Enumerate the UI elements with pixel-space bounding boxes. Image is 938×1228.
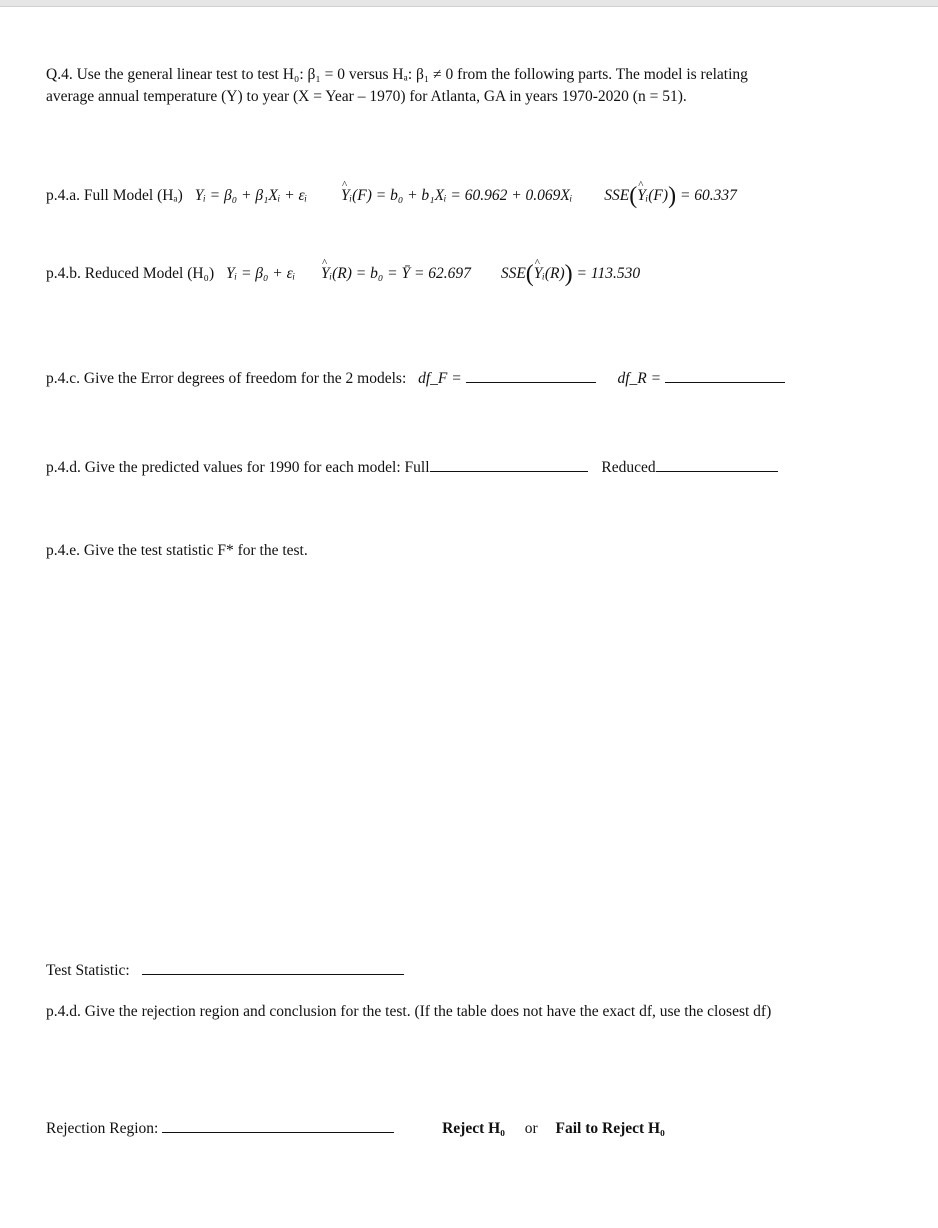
full-prediction-label: Full (404, 459, 430, 476)
reduced-fitted-lhs: ^ Yᵢ(R) (321, 264, 352, 284)
rejection-region-label: Rejection Region: (46, 1120, 159, 1137)
p4d-predicted-text: p.4.d. Give the predicted values for 1990 for each model: (46, 459, 401, 476)
full-prediction-blank[interactable] (430, 457, 588, 472)
full-model-label: p.4.a. Full Model (Hₐ) (46, 187, 183, 204)
reduced-model-label: p.4.b. Reduced Model (H₀) (46, 265, 215, 282)
p4c-text: p.4.c. Give the Error degrees of freedom for the 2 models: (46, 370, 407, 387)
full-fitted-lhs: ^ Yᵢ(F) (341, 186, 372, 206)
reduced-model-equation: Yᵢ = β₀ + εᵢ (226, 265, 296, 282)
reduced-prediction-label: Reduced (601, 459, 656, 476)
test-statistic-row (46, 960, 404, 981)
rejection-region-row (46, 1118, 665, 1139)
question-intro (46, 64, 896, 108)
p4e-row (46, 541, 308, 561)
full-fitted-rhs: = b₀ + b₁Xᵢ = 60.962 + 0.069Xᵢ (375, 187, 573, 204)
reject-option[interactable]: Reject H₀ (442, 1120, 505, 1137)
p4d-rejection-row (46, 1002, 771, 1022)
full-model-equation: Yᵢ = β₀ + β₁Xᵢ + εᵢ (194, 187, 308, 204)
full-sse-value: = 60.337 (679, 187, 737, 204)
reduced-prediction-blank[interactable] (656, 457, 778, 472)
rejection-region-blank[interactable] (162, 1118, 394, 1133)
full-sse-label: SSE (604, 187, 630, 204)
df-reduced-label: df_R = (617, 370, 662, 387)
reduced-fitted-rhs: = b₀ = Ȳ = 62.697 (355, 265, 471, 282)
intro-line-1: Q.4. Use the general linear test to test H₀: β₁ = 0 versus Hₐ: β₁ ≠ 0 from the following parts. The model is relating (46, 66, 748, 83)
full-model-row (46, 183, 737, 209)
df-reduced-blank[interactable] (665, 368, 785, 383)
full-sse-arg: ^ Yᵢ(F) (637, 186, 668, 206)
test-statistic-label: Test Statistic: (46, 962, 130, 979)
reduced-model-row (46, 261, 641, 287)
p4d-rejection-text: p.4.d. Give the rejection region and conclusion for the test. (If the table does not have the exact df, use the closest df) (46, 1003, 772, 1020)
reduced-sse-arg: ^ Yᵢ(R) (534, 264, 565, 284)
reduced-sse: SSE(^ Yᵢ(R)) (501, 265, 577, 282)
p4e-text: p.4.e. Give the test statistic F* for the test. (46, 542, 308, 559)
p4c-row (46, 368, 785, 389)
p4d-predicted-row (46, 457, 778, 478)
reduced-sse-value: = 113.530 (576, 265, 641, 282)
fail-to-reject-option[interactable]: Fail to Reject H₀ (555, 1120, 665, 1137)
or-text: or (524, 1120, 538, 1137)
df-full-label: df_F = (418, 370, 462, 387)
df-full-blank[interactable] (466, 368, 596, 383)
reduced-sse-label: SSE (500, 265, 526, 282)
full-sse: SSE(^ Yᵢ(F)) (604, 187, 680, 204)
intro-line-2: average annual temperature (Y) to year (X = Year – 1970) for Atlanta, GA in years 1970-2020 (n = 51). (46, 88, 687, 105)
test-statistic-blank[interactable] (142, 960, 404, 975)
window-top-border (0, 0, 938, 7)
